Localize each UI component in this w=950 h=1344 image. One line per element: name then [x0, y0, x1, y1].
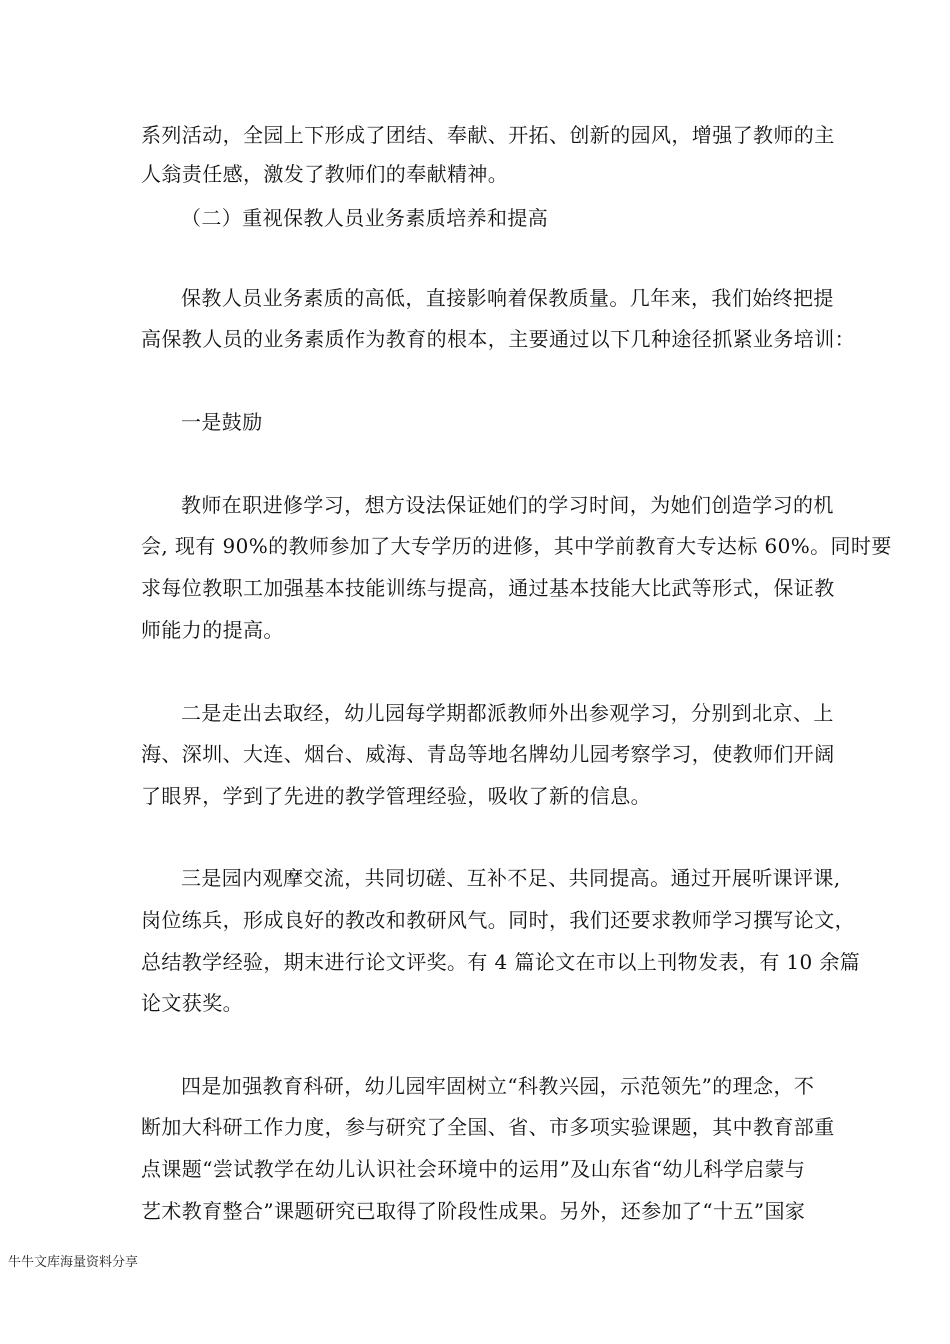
- body-text-line: 了眼界，学到了先进的教学管理经验，吸收了新的信息。: [141, 784, 651, 808]
- body-text-line: 求每位教职工加强基本技能训练与提高，通过基本技能大比武等形式，保证教: [141, 576, 835, 600]
- body-text-line: 断加大科研工作力度，参与研究了全国、省、市多项实验课题，其中教育部重: [141, 1115, 835, 1139]
- body-text-line: 四是加强教育科研，幼儿园牢固树立“科教兴园，示范领先”的理念，不: [181, 1074, 815, 1098]
- body-text-line: 点课题“尝试教学在幼儿认识社会环境中的运用”及山东省“幼儿科学启蒙与: [141, 1157, 806, 1181]
- body-text-line: 高保教人员的业务素质作为教育的根本，主要通过以下几种途径抓紧业务培训：: [141, 327, 855, 351]
- footer-watermark-text: 牛牛文库海量资料分享: [8, 1255, 139, 1270]
- body-text-line: 总结教学经验，期末进行论文评奖。有 4 篇论文在市以上刊物发表，有 10 余篇: [141, 950, 861, 974]
- body-text-line: 岗位练兵，形成良好的教改和教研风气。同时，我们还要求教师学习撰写论文，: [141, 908, 855, 932]
- body-text-line: 系列活动，全园上下形成了团结、奉献、开拓、创新的园风，增强了教师的主: [141, 123, 835, 147]
- body-text-line: 一是鼓励: [181, 410, 263, 434]
- body-text-line: 二是走出去取经，幼儿园每学期都派教师外出参观学习，分别到北京、上: [181, 701, 834, 725]
- body-text-line: 论文获奖。: [141, 991, 243, 1015]
- body-text-line: 会, 现有 90%的教师参加了大专学历的进修，其中学前教育大专达标 60%。同时要: [141, 534, 892, 558]
- body-text-line: 人翁责任感，激发了教师们的奉献精神。: [141, 162, 509, 186]
- body-text-line: 教师在职进修学习，想方设法保证她们的学习时间，为她们创造学习的机: [181, 493, 834, 517]
- section-heading: （二）重视保教人员业务素质培养和提高: [181, 206, 549, 230]
- body-text-line: 三是园内观摩交流，共同切磋、互补不足、共同提高。通过开展听课评课,: [181, 866, 841, 890]
- body-text-line: 保教人员业务素质的高低，直接影响着保教质量。几年来，我们始终把提: [181, 286, 834, 310]
- body-text-line: 师能力的提高。: [141, 618, 284, 642]
- body-text-line: 海、深圳、大连、烟台、威海、青岛等地名牌幼儿园考察学习，使教师们开阔: [141, 742, 835, 766]
- body-text-line: 艺术教育整合”课题研究已取得了阶段性成果。另外，还参加了“十五”国家: [141, 1199, 806, 1223]
